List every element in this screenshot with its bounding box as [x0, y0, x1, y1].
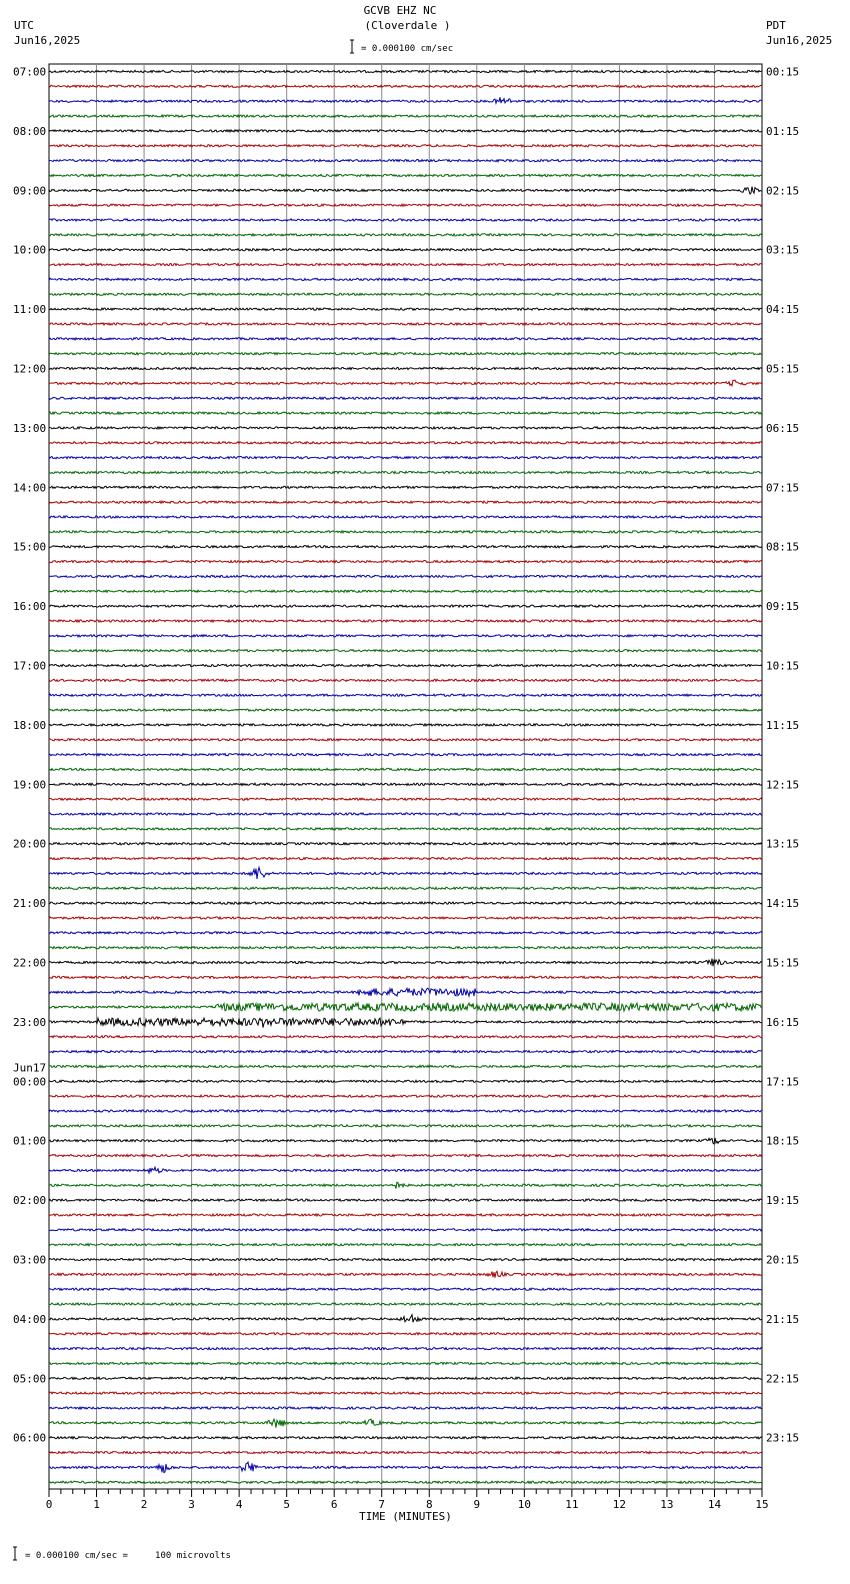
trace-line-46: [49, 754, 762, 756]
trace-line-51: [49, 828, 762, 830]
trace-line-90: [49, 1407, 762, 1409]
trace-line-95: [49, 1481, 762, 1483]
x-tick-label: 15: [755, 1498, 769, 1511]
trace-line-66: [49, 1051, 762, 1053]
trace-line-41: [49, 679, 762, 681]
trace-line-81: [49, 1271, 762, 1277]
pdt-hour-label: 16:15: [766, 1015, 800, 1029]
trace-line-70: [49, 1110, 762, 1112]
trace-line-87: [49, 1362, 762, 1364]
pdt-hour-label: 08:15: [766, 540, 800, 554]
trace-line-38: [49, 635, 762, 637]
trace-line-0: [49, 70, 762, 72]
trace-line-30: [49, 516, 762, 518]
x-tick-label: 14: [707, 1498, 722, 1511]
pdt-hour-label: 01:15: [766, 124, 800, 138]
station-location: (Cloverdale ): [364, 19, 451, 32]
station-title: GCVB EHZ NC: [363, 4, 437, 17]
trace-line-7: [49, 174, 762, 176]
utc-hour-label: 06:00: [13, 1431, 47, 1445]
trace-line-80: [49, 1258, 762, 1260]
trace-line-64: [49, 1018, 762, 1028]
trace-line-68: [49, 1080, 762, 1082]
pdt-hour-label: 12:15: [766, 778, 800, 792]
trace-line-72: [49, 1138, 762, 1144]
utc-hour-label: 07:00: [13, 65, 47, 79]
utc-hour-label: 05:00: [13, 1372, 47, 1386]
trace-line-34: [49, 575, 762, 577]
utc-date-label: Jun16,2025: [14, 34, 81, 47]
trace-line-48: [49, 783, 762, 785]
trace-line-56: [49, 902, 762, 904]
trace-line-20: [49, 367, 762, 369]
trace-line-62: [49, 988, 762, 996]
trace-line-83: [49, 1303, 762, 1305]
utc-hour-label: 00:00: [13, 1075, 47, 1089]
trace-line-43: [49, 709, 762, 711]
pdt-hour-label: 03:15: [766, 243, 800, 257]
footer-scale-bar-icon: [13, 1547, 17, 1560]
trace-line-76: [49, 1199, 762, 1201]
trace-line-57: [49, 917, 762, 919]
utc-hour-label: 01:00: [13, 1134, 47, 1148]
trace-line-77: [49, 1214, 762, 1216]
x-tick-label: 13: [660, 1498, 674, 1511]
trace-line-88: [49, 1377, 762, 1379]
pdt-hour-label: 23:15: [766, 1431, 800, 1445]
x-tick-label: 6: [330, 1498, 338, 1511]
trace-line-59: [49, 947, 762, 949]
utc-hour-label: 20:00: [13, 837, 47, 851]
trace-line-16: [49, 308, 762, 310]
trace-line-89: [49, 1392, 762, 1394]
trace-line-73: [49, 1155, 762, 1157]
trace-line-86: [49, 1348, 762, 1350]
pdt-hour-label: 13:15: [766, 837, 800, 851]
trace-line-69: [49, 1095, 762, 1097]
trace-line-12: [49, 249, 762, 251]
trace-line-33: [49, 561, 762, 563]
trace-line-63: [49, 1003, 762, 1011]
trace-line-21: [49, 380, 762, 386]
pdt-hour-label: 04:15: [766, 303, 800, 317]
utc-hour-label: 23:00: [13, 1015, 47, 1029]
utc-hour-label: 15:00: [13, 540, 47, 554]
trace-line-85: [49, 1333, 762, 1335]
trace-line-9: [49, 204, 762, 206]
trace-line-11: [49, 234, 762, 236]
trace-line-93: [49, 1452, 762, 1454]
utc-hour-label: 08:00: [13, 124, 47, 138]
trace-line-53: [49, 858, 762, 860]
pdt-hour-label: 20:15: [766, 1253, 800, 1267]
trace-line-25: [49, 442, 762, 444]
trace-line-78: [49, 1229, 762, 1231]
trace-line-14: [49, 278, 762, 280]
trace-line-54: [49, 867, 762, 879]
utc-hour-label: 19:00: [13, 778, 47, 792]
pdt-hour-label: 22:15: [766, 1372, 800, 1386]
trace-line-2: [49, 97, 762, 103]
utc-hour-label: 22:00: [13, 956, 47, 970]
x-tick-label: 3: [188, 1498, 195, 1511]
trace-line-3: [49, 115, 762, 117]
pdt-hour-label: 19:15: [766, 1194, 800, 1208]
trace-line-32: [49, 546, 762, 548]
utc-hour-label: 12:00: [13, 362, 47, 376]
trace-line-47: [49, 768, 762, 770]
x-tick-label: 11: [565, 1498, 579, 1511]
trace-line-60: [49, 959, 762, 967]
trace-line-58: [49, 932, 762, 934]
trace-line-6: [49, 160, 762, 162]
trace-line-67: [49, 1065, 762, 1067]
trace-line-84: [49, 1315, 762, 1323]
trace-line-82: [49, 1288, 762, 1290]
trace-line-19: [49, 353, 762, 355]
trace-line-50: [49, 813, 762, 815]
trace-line-17: [49, 323, 762, 325]
x-tick-label: 0: [45, 1498, 53, 1511]
pdt-hour-label: 10:15: [766, 659, 800, 673]
trace-line-8: [49, 187, 762, 194]
x-tick-label: 9: [473, 1498, 481, 1511]
utc-hour-label: 17:00: [13, 659, 47, 673]
x-tick-label: 4: [235, 1498, 243, 1511]
trace-line-74: [49, 1167, 762, 1173]
x-tick-label: 10: [517, 1498, 531, 1511]
trace-line-49: [49, 798, 762, 800]
utc-hour-label: 02:00: [13, 1194, 47, 1208]
x-tick-label: 7: [378, 1498, 386, 1511]
trace-line-79: [49, 1244, 762, 1246]
trace-line-36: [49, 605, 762, 607]
trace-line-31: [49, 531, 762, 533]
utc-hour-label: 10:00: [13, 243, 47, 257]
trace-line-55: [49, 887, 762, 889]
trace-line-29: [49, 501, 762, 503]
pdt-hour-label: 02:15: [766, 184, 800, 198]
x-tick-label: 1: [93, 1498, 100, 1511]
utc-hour-label: 18:00: [13, 718, 47, 732]
utc-hour-label: 09:00: [13, 184, 47, 198]
x-tick-label: 2: [140, 1498, 148, 1511]
trace-line-94: [49, 1462, 762, 1472]
time-axis: [46, 1489, 769, 1523]
utc-hour-label: 04:00: [13, 1312, 47, 1326]
trace-line-24: [49, 427, 762, 429]
trace-line-5: [49, 145, 762, 147]
trace-line-39: [49, 650, 762, 652]
trace-line-91: [49, 1419, 762, 1427]
utc-hour-label: 03:00: [13, 1253, 47, 1267]
trace-line-15: [49, 293, 762, 295]
trace-line-13: [49, 264, 762, 266]
x-tick-label: 8: [425, 1498, 433, 1511]
trace-line-4: [49, 130, 762, 132]
pdt-hour-label: 14:15: [766, 897, 800, 911]
pdt-hour-label: 11:15: [766, 718, 800, 732]
pdt-hour-label: 05:15: [766, 362, 800, 376]
utc-zone-label: UTC: [14, 19, 34, 32]
trace-line-28: [49, 486, 762, 488]
footer-scale-note: = 0.000100 cm/sec = 100 microvolts: [25, 1551, 231, 1561]
scale-bar-icon: [350, 40, 354, 53]
trace-line-92: [49, 1437, 762, 1439]
utc-hour-label: 14:00: [13, 481, 47, 495]
trace-line-71: [49, 1125, 762, 1127]
trace-line-1: [49, 85, 762, 87]
trace-group: [49, 70, 762, 1483]
trace-line-52: [49, 843, 762, 845]
trace-line-26: [49, 457, 762, 459]
pdt-hour-label: 18:15: [766, 1134, 800, 1148]
x-tick-label: 12: [612, 1498, 627, 1511]
pdt-hour-label: 00:15: [766, 65, 800, 79]
trace-line-10: [49, 219, 762, 221]
utc-hour-label: 11:00: [13, 303, 47, 317]
date-change-label: Jun17: [13, 1061, 47, 1075]
pdt-date-label: Jun16,2025: [766, 34, 833, 47]
trace-line-18: [49, 338, 762, 340]
trace-line-61: [49, 976, 762, 978]
pdt-hour-label: 17:15: [766, 1075, 800, 1089]
pdt-hour-label: 15:15: [766, 956, 800, 970]
trace-line-22: [49, 397, 762, 399]
trace-line-27: [49, 471, 762, 473]
trace-line-75: [49, 1182, 762, 1188]
trace-line-35: [49, 590, 762, 592]
trace-line-42: [49, 694, 762, 696]
trace-line-45: [49, 739, 762, 741]
x-tick-label: 5: [283, 1498, 290, 1511]
trace-line-65: [49, 1036, 762, 1038]
pdt-hour-label: 09:15: [766, 600, 800, 614]
pdt-hour-label: 07:15: [766, 481, 800, 495]
x-axis-title: TIME (MINUTES): [359, 1510, 452, 1523]
trace-line-40: [49, 664, 762, 666]
scale-legend: = 0.000100 cm/sec: [361, 44, 454, 54]
trace-line-23: [49, 412, 762, 414]
utc-hour-label: 13:00: [13, 421, 47, 435]
trace-line-37: [49, 620, 762, 622]
pdt-hour-label: 21:15: [766, 1312, 800, 1326]
utc-hour-label: 21:00: [13, 897, 47, 911]
pdt-hour-label: 06:15: [766, 421, 800, 435]
pdt-zone-label: PDT: [766, 19, 786, 32]
utc-hour-label: 16:00: [13, 600, 47, 614]
trace-line-44: [49, 724, 762, 726]
